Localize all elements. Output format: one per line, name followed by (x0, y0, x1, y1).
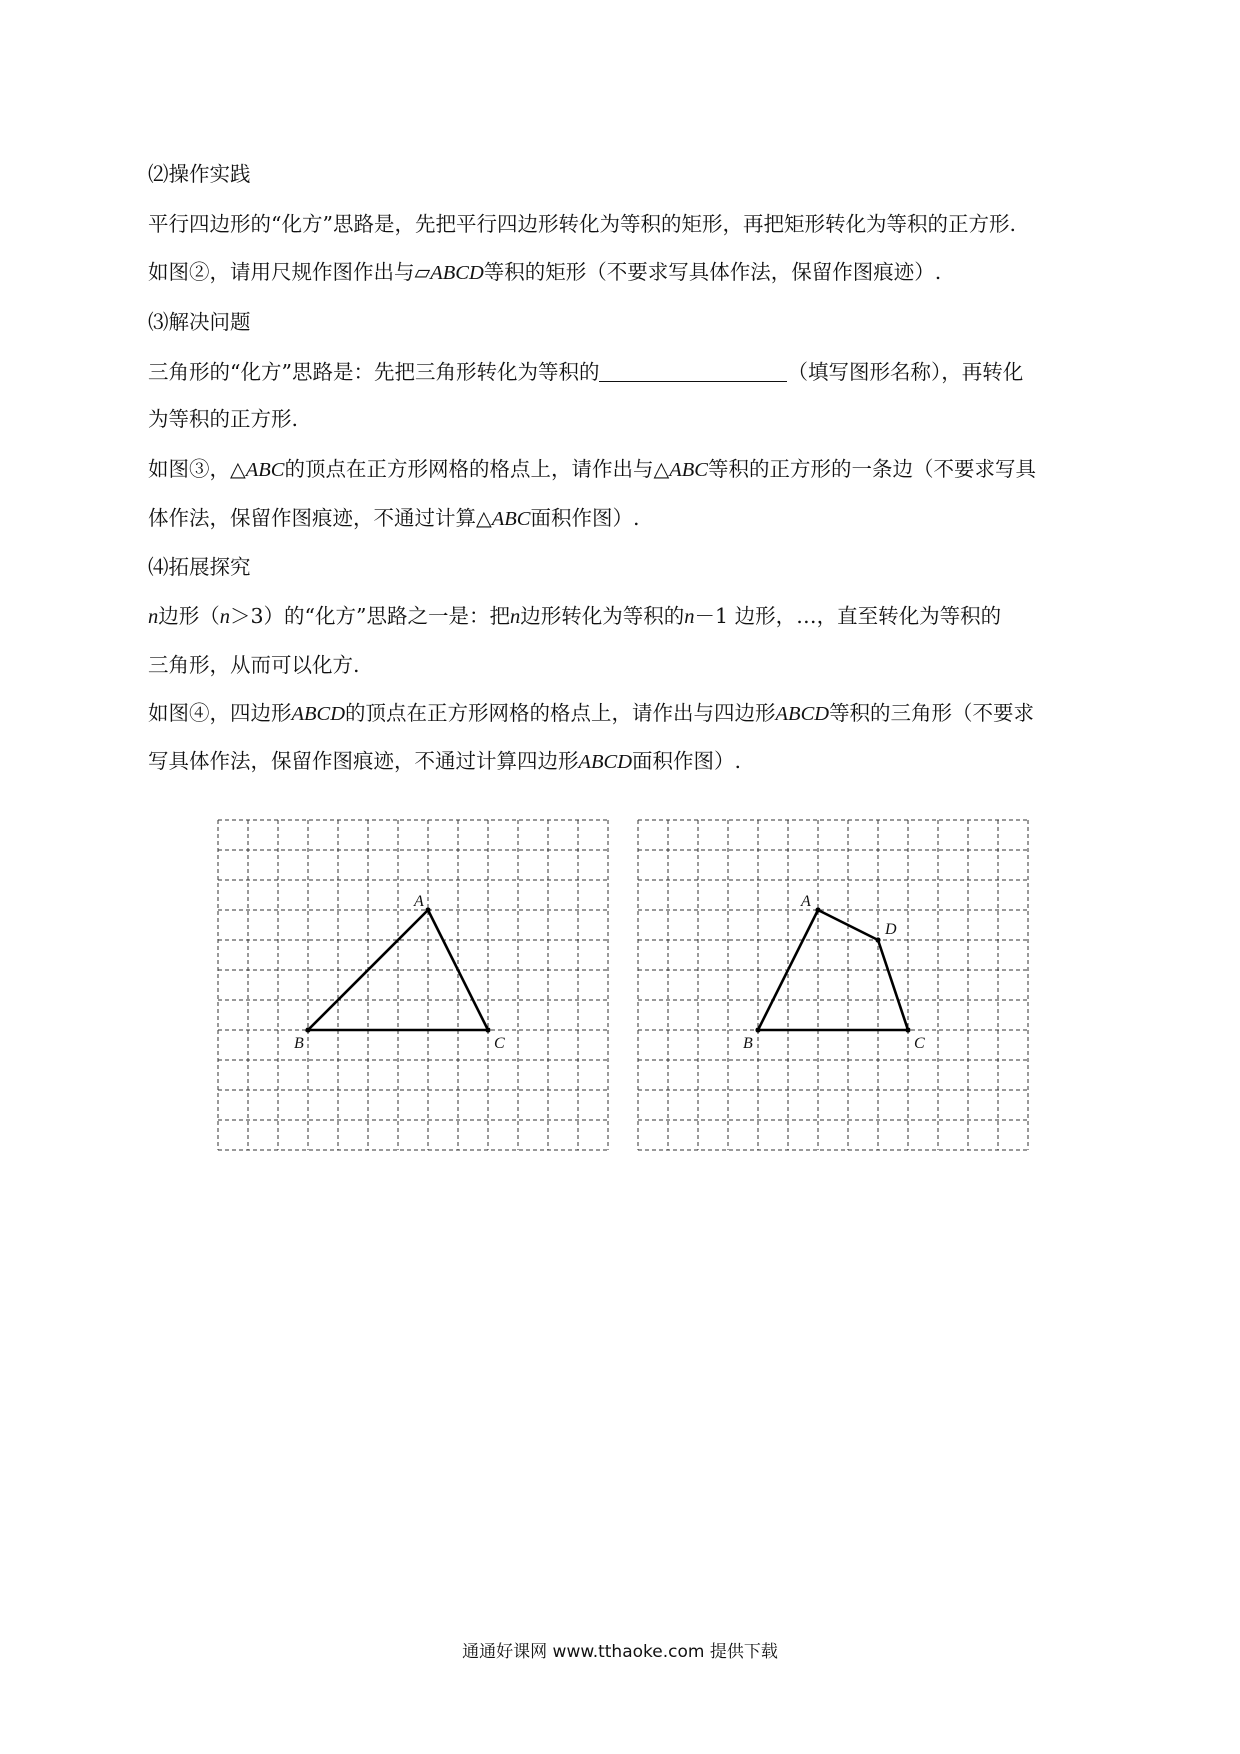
figure4-label-c: C (914, 1035, 925, 1052)
section4-paragraph-2: 如图④，四边形ABCD的顶点在正方形网格的格点上，请作出与四边形ABCD等积的三角形（不要求 (148, 701, 1035, 725)
figure3-label-b: B (294, 1035, 304, 1052)
figure4-vertex-c (905, 1027, 910, 1032)
section4-paragraph-1-cont: 三角形，从而可以化方. (148, 653, 360, 677)
section3-heading: ⑶解决问题 (148, 310, 251, 334)
section2-heading: ⑵操作实践 (148, 162, 251, 186)
section4-heading: ⑷拓展探究 (148, 555, 251, 579)
section4-paragraph-2-cont: 写具体作法，保留作图痕迹，不通过计算四边形ABCD面积作图）. (148, 749, 742, 773)
figure4-label-d: D (885, 921, 897, 938)
section2-paragraph-2: 如图②，请用尺规作图作出与▱ABCD等积的矩形（不要求写具体作法，保留作图痕迹）. (148, 260, 942, 284)
figure3-label-a: A (414, 893, 424, 910)
section3-paragraph-2-cont: 体作法，保留作图痕迹，不通过计算△ABC面积作图）. (148, 506, 640, 530)
figure-3-triangle (218, 820, 608, 1150)
figure3-label-c: C (494, 1035, 505, 1052)
figure3-vertex-c (485, 1027, 490, 1032)
section4-paragraph-1: n边形（n＞3）的“化方”思路之一是：把n边形转化为等积的n－1 边形，…，直至转化为等积的 (148, 604, 1002, 628)
parallelogram-abcd: ▱ABCD (414, 262, 484, 284)
figure4-grid (638, 820, 1028, 1150)
figure4-label-b: B (743, 1035, 753, 1052)
figure3-vertex-a (425, 907, 430, 912)
figure4-vertex-b (755, 1027, 760, 1032)
figure3-vertex-b (305, 1027, 310, 1032)
section3-paragraph-2: 如图③，△ABC的顶点在正方形网格的格点上，请作出与△ABC等积的正方形的一条边（不要求写具 (148, 457, 1036, 481)
figure3-grid (218, 820, 608, 1150)
section3-paragraph-1-cont: 为等积的正方形. (148, 407, 299, 431)
fill-in-blank[interactable] (599, 361, 787, 382)
page-footer: 通通好课网 www.tthaoke.com 提供下载 (462, 1642, 778, 1662)
figure4-vertex-a (815, 907, 820, 912)
section3-paragraph-1: 三角形的“化方”思路是：先把三角形转化为等积的 （填写图形名称），再转化 (148, 360, 1024, 384)
figure-4-quadrilateral (638, 820, 1028, 1150)
figure4-label-a: A (801, 893, 811, 910)
section2-paragraph-1: 平行四边形的“化方”思路是，先把平行四边形转化为等积的矩形，再把矩形转化为等积的正方形. (148, 212, 1016, 236)
figure4-vertex-d (875, 937, 880, 942)
figure-4-svg (638, 820, 1028, 1150)
figure-3-svg (218, 820, 608, 1150)
